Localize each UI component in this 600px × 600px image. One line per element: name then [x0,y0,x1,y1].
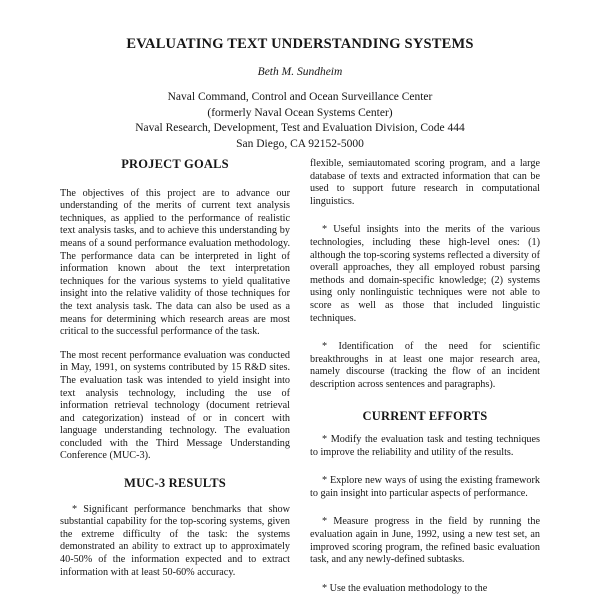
bullet-paragraph: * Significant performance benchmarks that show substantial capability for the top-scoring systems, given the extreme difficulty of the task: the systems demonstrated an ability to extract up to approximately 40-50% of the information expected and to extract information with at least 50-60% accuracy. [60,503,290,578]
affiliation-line: Naval Research, Development, Test and Evaluation Division, Code 444 [135,122,465,135]
affiliation-line: San Diego, CA 92152-5000 [236,137,364,150]
paragraph: The most recent performance evaluation was conducted in May, 1991, on systems contributed by 15 R&D sites. The evaluation task was intended to yield insight into text analysis technology, including the use of information retrieval technology (document retrieval and categorization) instead of or in concert with language understanding technology. The evaluation concluded with the Third Message Understanding Conference (MUC-3). [60,349,290,462]
affiliation-line: Naval Command, Control and Ocean Surveillance Center [167,91,433,103]
author-name: Beth M. Sundheim [257,66,343,78]
left-column [60,158,290,579]
bullet-paragraph: * Useful insights into the merits of the various technologies, including these high-level ones: (1) although the top-scoring systems reflected a diversity of overall approaches, they all employed robust parsing methods and domain-specific knowledge; (2) systems using only nonlinguistic techniques were not able to score as well as those that included linguistic techniques. [310,224,540,324]
paper-title: EVALUATING TEXT UNDERSTANDING SYSTEMS [126,36,474,52]
section-heading-project-goals: PROJECT GOALS [121,157,229,171]
section-heading-muc3-results: MUC-3 RESULTS [124,476,226,491]
bullet-paragraph: * Explore new ways of using the existing framework to gain insight into particular aspects of performance. [310,475,540,499]
bullet-paragraph: * Identification of the need for scientific breakthroughs in at least one major research area, namely discourse (tracking the flow of an incident description across sentences and paragraphs). [310,341,540,390]
bullet-paragraph: * Measure progress in the field by running the evaluation again in June, 1992, using a new test set, an improved scoring program, the refined basic evaluation task, and any newly-defined subtasks. [310,516,540,566]
paragraph: flexible, semiautomated scoring program, and a large database of texts and extracted information that can be used to support future research in computational linguistics. [310,158,540,207]
paragraph: The objectives of this project are to advance our understanding of the merits of current text analysis techniques, as applied to the performance of realistic text analysis tasks, and to achieve this understanding by means of a sound performance evaluation methodology. The performance data can be interpreted in light of information known about the text interpretation techniques for the various systems to yield qualitative insight into the relative validity of those techniques for the text analysis task. The data can also be used as a means for determining which research areas are most critical to the successful performance of the task. [60,187,290,338]
bullet-paragraph: * Use the evaluation methodology to the [322,582,488,594]
bullet-paragraph: * Modify the evaluation task and testing techniques to improve the reliability and utility of the results. [310,434,540,458]
right-column [310,158,540,595]
affiliation-block [0,90,600,152]
section-heading-current-efforts: CURRENT EFFORTS [362,408,488,423]
affiliation-line: (formerly Naval Ocean Systems Center) [207,106,393,119]
